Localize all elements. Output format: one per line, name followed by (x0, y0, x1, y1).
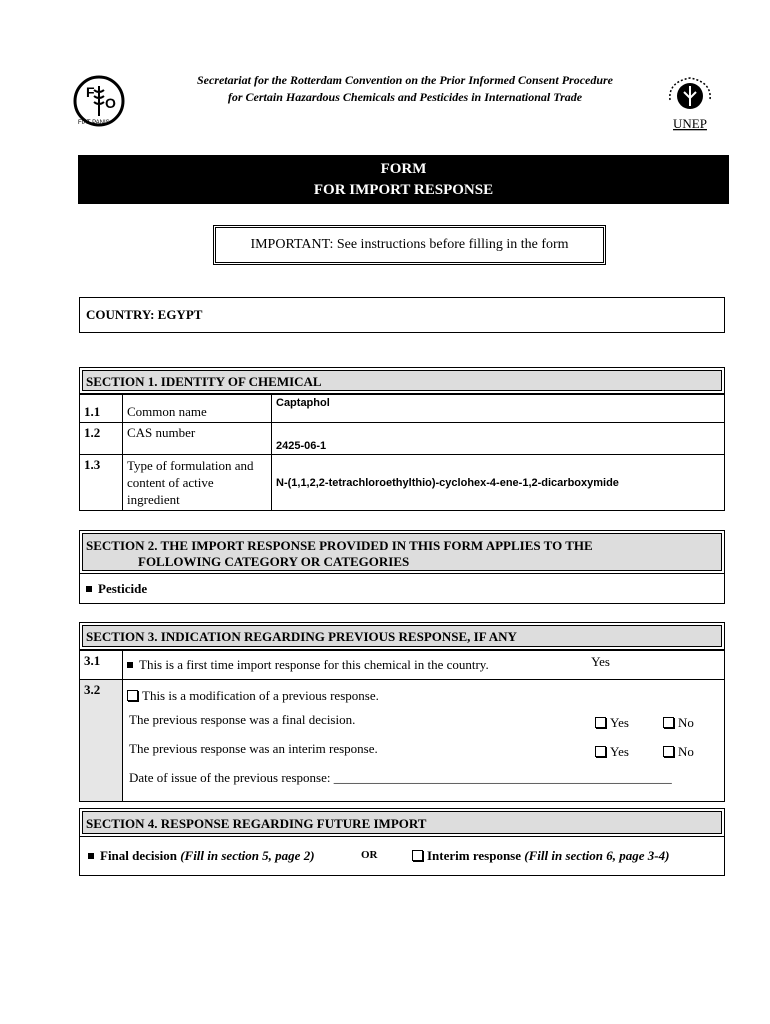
secretariat-header (150, 72, 660, 106)
section-2-heading-line-2: FOLLOWING CATEGORY OR CATEGORIES (138, 554, 410, 569)
checkbox-icon[interactable] (595, 746, 606, 757)
interim-yes-option[interactable] (595, 744, 629, 760)
country-field: COUNTRY: EGYPT (79, 297, 725, 333)
header-line-1: Secretariat for the Rotterdam Convention on the Prior Informed Consent Procedure (196, 73, 614, 87)
form-title (78, 155, 729, 204)
final-decision-note: (Fill in section 5, page 2) (180, 848, 315, 863)
section-3 (79, 622, 725, 802)
svg-text:O: O (105, 95, 116, 111)
row-label: Type of formulation and content of active ingredient (123, 455, 272, 511)
table-row (80, 651, 725, 680)
row-number: 3.1 (80, 651, 123, 680)
important-notice: IMPORTANT: See instructions before filling in the form (213, 225, 606, 265)
first-time-response-cell (123, 651, 725, 680)
checked-box-icon (127, 662, 133, 668)
cas-number-value: 2425-06-1 (272, 423, 725, 455)
modification-cell (123, 680, 725, 802)
header-line-2: for Certain Hazardous Chemicals and Pesticides in International Trade (227, 90, 583, 104)
interim-response-note: (Fill in section 6, page 3-4) (524, 848, 670, 863)
unep-logo (662, 70, 718, 132)
section-4 (79, 808, 725, 876)
checked-box-icon (86, 586, 92, 592)
common-name-value: Captaphol (272, 395, 725, 423)
title-line-1: FORM (380, 161, 427, 177)
interim-response-label: Interim response (427, 848, 522, 863)
modification-text: This is a modification of a previous response. (142, 688, 379, 703)
yes-label: Yes (610, 744, 629, 759)
row-label: CAS number (123, 423, 272, 455)
no-label: No (678, 744, 694, 759)
category-row (79, 574, 725, 604)
or-label: OR (361, 849, 378, 861)
section-2-heading-line-1: SECTION 2. THE IMPORT RESPONSE PROVIDED IN THIS FORM APPLIES TO THE (86, 538, 593, 553)
row-number: 3.2 (80, 680, 123, 802)
table-row (80, 680, 725, 802)
checked-box-icon (88, 853, 94, 859)
checkbox-icon[interactable] (412, 850, 423, 861)
section-2-heading (79, 530, 725, 574)
section-1-heading: SECTION 1. IDENTITY OF CHEMICAL (79, 367, 725, 394)
interim-no-option[interactable] (663, 744, 694, 760)
checkbox-icon[interactable] (663, 717, 674, 728)
row-number: 1.2 (80, 423, 123, 455)
first-time-response-text: This is a first time import response for this chemical in the country. (139, 657, 489, 672)
section-4-heading: SECTION 4. RESPONSE REGARDING FUTURE IMPORT (79, 808, 725, 837)
table-row (80, 455, 725, 511)
row-number: 1.3 (80, 455, 123, 511)
interim-response-option[interactable] (412, 848, 669, 864)
table-row (80, 423, 725, 455)
interim-text: The previous response was an interim response. (129, 741, 378, 756)
checkbox-icon[interactable] (127, 690, 138, 701)
date-of-issue-field[interactable]: Date of issue of the previous response: ____________________________________________________ (129, 770, 672, 785)
title-line-2: FOR IMPORT RESPONSE (313, 182, 494, 198)
checkbox-icon[interactable] (663, 746, 674, 757)
svg-text:F: F (86, 84, 95, 100)
formulation-value: N-(1,1,2,2-tetrachloroethylthio)-cyclohex-4-ene-1,2-dicarboxymide (272, 455, 725, 511)
final-yes-option[interactable] (595, 715, 629, 731)
final-decision-text: The previous response was a final decision. (129, 712, 356, 727)
modification-option[interactable] (127, 688, 379, 704)
first-time-answer: Yes (591, 654, 610, 669)
row-number: 1.1 (80, 395, 123, 423)
checkbox-icon[interactable] (595, 717, 606, 728)
unep-label: UNEP (673, 116, 707, 131)
section-1 (79, 367, 725, 511)
fao-logo (72, 72, 126, 130)
category-pesticide: Pesticide (98, 581, 148, 596)
future-import-row (79, 837, 725, 876)
no-label: No (678, 715, 694, 730)
section-2 (79, 530, 725, 604)
final-decision-label: Final decision (100, 848, 177, 863)
final-decision-option[interactable] (88, 848, 315, 864)
yes-label: Yes (610, 715, 629, 730)
fao-motto: FIAT PANIS (78, 120, 110, 126)
row-label: Common name (123, 395, 272, 423)
section-3-heading: SECTION 3. INDICATION REGARDING PREVIOUS RESPONSE, IF ANY (79, 622, 725, 650)
final-no-option[interactable] (663, 715, 694, 731)
table-row (80, 395, 725, 423)
